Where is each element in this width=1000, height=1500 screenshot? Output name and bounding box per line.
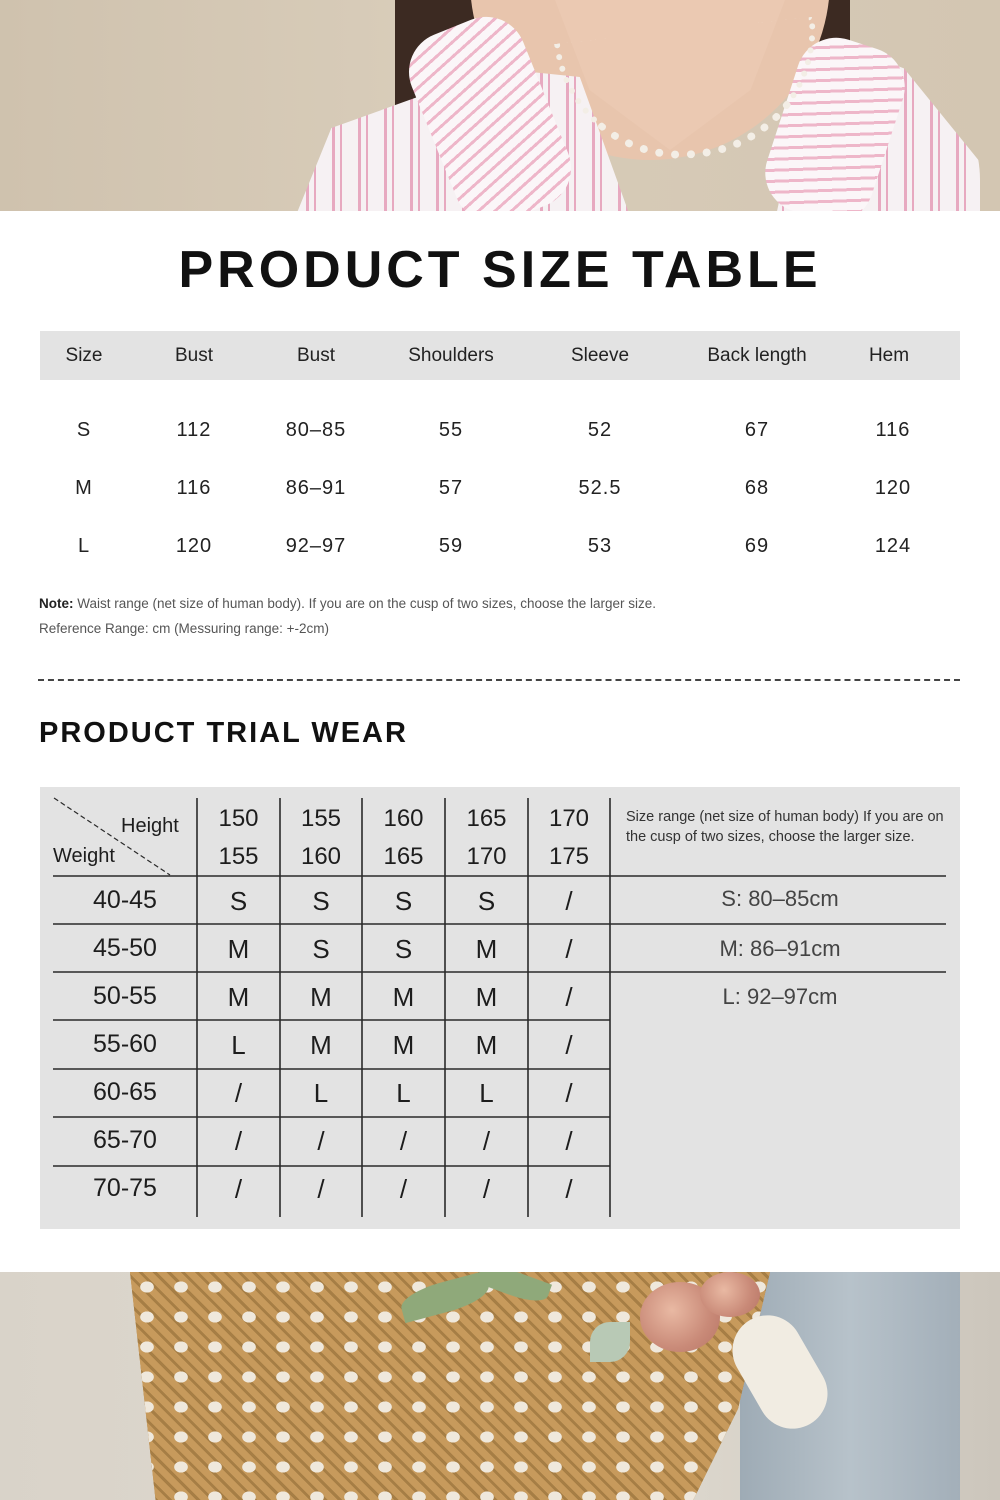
size-row-l-bust: 120	[175, 535, 213, 557]
grid-cell: M	[475, 934, 498, 964]
height-col-2-bottom: 160	[300, 843, 342, 870]
size-row-m-sleeve: 52.5	[578, 477, 622, 499]
size-range-m: M: 86–91cm	[719, 936, 841, 961]
reference-range: Reference Range: cm (Messuring range: +-2cm)	[39, 621, 329, 636]
corner-weight-label: Weight	[53, 845, 115, 867]
grid-cell: /	[565, 1078, 573, 1108]
size-row-m-hem: 120	[874, 477, 912, 499]
height-col-5-bottom: 175	[548, 843, 590, 870]
grid-cell: L	[396, 1078, 411, 1108]
height-col-1-top: 150	[218, 805, 259, 832]
size-row-l-back-length: 69	[744, 535, 770, 557]
grid-cell: S	[312, 934, 330, 964]
grid-cell: M	[310, 982, 332, 1012]
size-range-s: S: 80–85cm	[721, 886, 839, 911]
size-row-s-bust-range: 80–85	[285, 419, 347, 441]
grid-cell: /	[482, 1126, 491, 1156]
height-col-1	[197, 805, 280, 871]
grid-cell: /	[234, 1126, 243, 1156]
header-bust-2: Bust	[296, 345, 336, 366]
height-col-1-bottom: 155	[218, 843, 259, 870]
weight-row-60-65: 60-65	[93, 1078, 157, 1106]
grid-cell: /	[565, 982, 573, 1012]
grid-cell: M	[310, 1030, 332, 1060]
size-row-m-back-length: 68	[744, 477, 770, 499]
weight-row-45-50: 45-50	[93, 934, 157, 962]
grid-cell: S	[394, 934, 413, 964]
grid-cell: M	[227, 934, 250, 964]
grid-cell: M	[475, 1030, 498, 1060]
grid-cell: S	[312, 886, 330, 916]
grid-cell: /	[234, 1174, 243, 1204]
size-row-l-sleeve: 53	[587, 535, 613, 557]
grid-cell: M	[227, 982, 250, 1012]
grid-cell: /	[565, 1030, 573, 1060]
height-col-4	[445, 805, 528, 871]
size-table-title: PRODUCT SIZE TABLE	[178, 241, 822, 299]
grid-cell: /	[565, 1126, 573, 1156]
grid-cell: /	[399, 1174, 408, 1204]
weight-row-70-75: 70-75	[93, 1174, 157, 1202]
height-col-3-top: 160	[383, 805, 424, 832]
grid-cell: /	[317, 1126, 325, 1156]
note-label: Note:	[39, 596, 74, 611]
header-hem: Hem	[868, 345, 910, 366]
size-row-s-back-length: 67	[744, 419, 770, 441]
grid-cell: /	[482, 1174, 491, 1204]
weight-row-65-70: 65-70	[93, 1126, 157, 1154]
grid-cell: L	[231, 1030, 246, 1060]
size-row-s-bust: 112	[176, 419, 212, 441]
size-row-s-shoulders: 55	[438, 419, 464, 441]
grid-cell: /	[234, 1078, 243, 1108]
height-col-2	[280, 805, 362, 871]
grid-cell: /	[565, 1174, 573, 1204]
size-range-l: L: 92–97cm	[722, 984, 838, 1009]
size-row-l-bust-range: 92–97	[285, 535, 347, 557]
grid-cell: M	[475, 982, 498, 1012]
size-row-m-shoulders: 57	[438, 477, 464, 499]
grid-cell: S	[477, 886, 496, 916]
height-col-4-bottom: 170	[466, 843, 507, 870]
header-back-length: Back length	[707, 345, 807, 366]
header-sleeve: Sleeve	[570, 345, 630, 366]
grid-cell: S	[394, 886, 413, 916]
size-row-s-size: S	[76, 419, 92, 441]
grid-cell: /	[565, 934, 573, 964]
grid-cell: L	[479, 1078, 494, 1108]
trial-wear-table	[40, 787, 960, 1229]
height-col-4-top: 165	[466, 805, 507, 832]
size-row-l-shoulders: 59	[438, 535, 464, 557]
grid-cell: /	[317, 1174, 325, 1204]
size-row-s-hem: 116	[875, 419, 911, 441]
grid-cell: S	[229, 886, 248, 916]
size-range-description: Size range (net size of human body) If you are on the cusp of two sizes, choose the larger size.	[626, 809, 944, 845]
height-col-2-top: 155	[300, 805, 342, 832]
size-row-m-size: M	[75, 477, 93, 499]
size-row-l-hem: 124	[874, 535, 912, 557]
header-bust-1: Bust	[174, 345, 214, 366]
size-row-s-sleeve: 52	[587, 419, 613, 441]
size-row-m-bust: 116	[176, 477, 212, 499]
section-divider	[38, 679, 960, 681]
header-size: Size	[65, 345, 103, 366]
height-col-5	[528, 805, 610, 871]
grid-cell: M	[392, 982, 415, 1012]
trial-wear-title: PRODUCT TRIAL WEAR	[39, 717, 408, 749]
product-photo-top	[0, 0, 1000, 211]
weight-row-40-45: 40-45	[93, 886, 157, 914]
grid-cell: L	[313, 1078, 329, 1108]
size-row-l-size: L	[77, 535, 91, 557]
grid-cell: /	[565, 886, 573, 916]
height-col-3-bottom: 165	[383, 843, 424, 870]
grid-cell: M	[392, 1030, 415, 1060]
height-col-3	[362, 805, 445, 871]
size-note	[39, 596, 656, 611]
corner-height-label: Height	[121, 815, 179, 837]
size-table-header	[40, 331, 960, 380]
product-photo-bottom	[0, 1272, 1000, 1500]
weight-row-55-60: 55-60	[93, 1030, 157, 1058]
height-col-5-top: 170	[548, 805, 590, 832]
note-text: Waist range (net size of human body). If you are on the cusp of two sizes, choose the larger size.	[73, 596, 657, 611]
grid-cell: /	[399, 1126, 408, 1156]
size-row-m-bust-range: 86–91	[285, 477, 347, 499]
header-shoulders: Shoulders	[408, 345, 494, 366]
weight-row-50-55: 50-55	[93, 982, 157, 1010]
